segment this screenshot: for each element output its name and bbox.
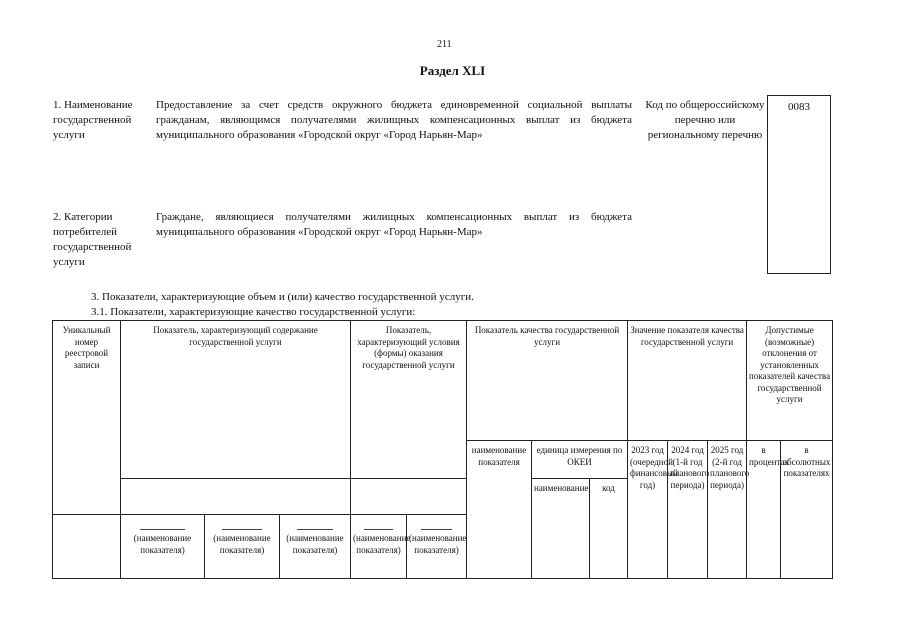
content-indicator-2 (205, 515, 280, 579)
header-unique-number: Уникальный номер реестровой записи (53, 321, 121, 515)
item31-heading: 3.1. Показатели, характеризующие качество государственной услуги: (91, 306, 416, 318)
content-indicator-3 (280, 515, 351, 579)
page-number: 211 (437, 39, 452, 50)
content-indicator-1 (121, 515, 205, 579)
subheader-deviation-absolute: в абсолютных показателях (781, 441, 833, 579)
conditions-blank (351, 479, 467, 515)
header-content-indicator: Показатель, характеризующий содержание государственной услуги (121, 321, 351, 479)
content-blank (121, 479, 351, 515)
subheader-unit-code: код (590, 479, 628, 579)
item1-label: 1. Наименование государственной услуги (53, 99, 133, 141)
subheader-year-2024: 2024 год (1-й год планового периода) (668, 441, 708, 579)
item1-text: Предоставление за счет средств окружного бюджета единовременной социальной выплаты гражданам, являющимся получателями жилищных компенсационных выплат из бюджета муниципального образования «Городской округ «Город Нарьян-Мар» (156, 99, 632, 141)
subheader-year-2023: 2023 год (очередной финансовый год) (628, 441, 668, 579)
subheader-unit-name: наименование (532, 479, 590, 579)
header-conditions-indicator: Показатель, характеризующий условия (формы) оказания государственной услуги (351, 321, 467, 479)
header-indicator-value: Значение показателя качества государственной услуги (628, 321, 747, 441)
header-deviation: Допустимые (возможные) отклонения от установленных показателей качества государственной услуги (747, 321, 833, 441)
subheader-unit-okei: единица измерения по ОКЕИ (532, 441, 628, 479)
item2-label: 2. Категории потребителей государственной услуги (53, 211, 132, 268)
unique-number-blank (53, 515, 121, 579)
condition-indicator-1 (351, 515, 411, 579)
quality-indicators-table (52, 320, 833, 579)
placeholder-text: (наименование показателя) (207, 519, 277, 556)
code-label: Код по общероссийскому перечню или региональному перечню (645, 99, 765, 141)
section-title: Раздел XLI (419, 63, 486, 78)
placeholder-text: (наименование показателя) (123, 519, 202, 556)
subheader-year-2025: 2025 год (2-й год планового периода) (708, 441, 747, 579)
code-box (767, 95, 831, 274)
item3-heading: 3. Показатели, характеризующие объем и (или) качество государственной услуги. (91, 291, 474, 303)
placeholder-text: (наименование показателя) (409, 519, 464, 556)
item2-text: Граждане, являющиеся получателями жилищных компенсационных выплат из бюджета муниципального образования «Городской округ «Город Нарьян-Мар» (156, 211, 632, 238)
code-value: 0083 (788, 101, 810, 113)
placeholder-text: (наименование показателя) (282, 519, 348, 556)
subheader-deviation-percent: в процентах (747, 441, 781, 579)
subheader-indicator-name: наименование показателя (467, 441, 532, 579)
header-quality-indicator: Показатель качества государственной услуги (467, 321, 628, 441)
condition-indicator-2 (407, 515, 467, 579)
placeholder-text: (наименование показателя) (353, 519, 404, 556)
